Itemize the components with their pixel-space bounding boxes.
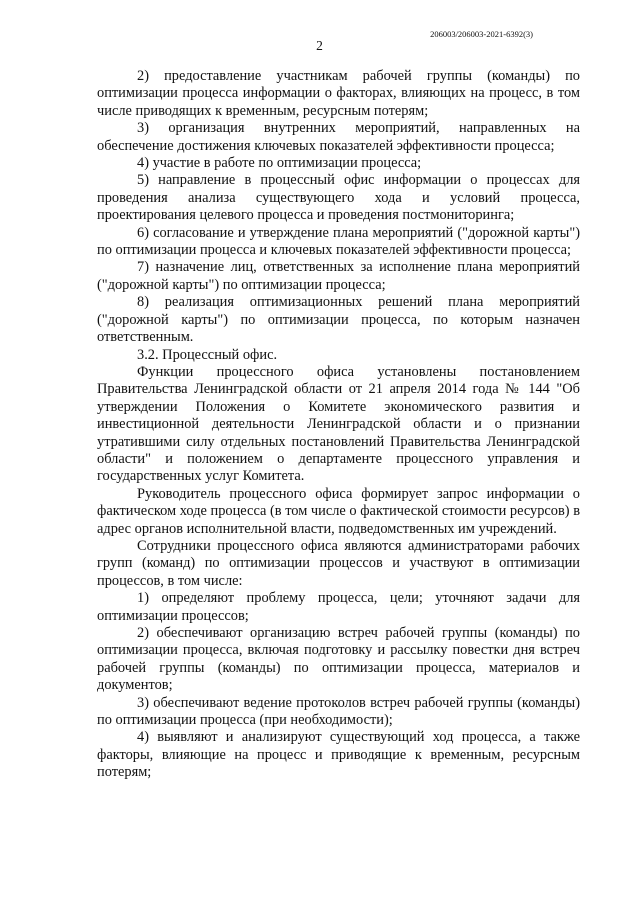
document-body xyxy=(97,68,580,782)
section-heading: 3.2. Процессный офис. xyxy=(137,346,278,363)
list-item: 7) назначение лиц, ответственных за исполнение плана мероприятий ("дорожной карты") по оптимизации процесса; xyxy=(97,259,580,293)
list-item: 3) организация внутренних мероприятий, направленных на обеспечение достижения ключевых показателей эффективности процесса; xyxy=(97,120,580,154)
list-item: 4) участие в работе по оптимизации процесса; xyxy=(137,155,422,172)
paragraph: Функции процессного офиса установлены постановлением Правительства Ленинградской области от 21 апреля 2014 года № 144 "Об утверждении Положения о Комитете экономического развития и инвестиционной деятельности Ленинградской области и о признании утратившими силу отдельных постановлений Правительства Ленинградской области" и положением о департаменте процессного управления и государственных услуг Комитета. xyxy=(97,363,580,485)
document-id: 206003/206003-2021-6392(3) xyxy=(430,29,533,39)
list-item: 6) согласование и утверждение плана мероприятий ("дорожной карты") по оптимизации процесса и ключевых показателей эффективности процесса; xyxy=(97,224,580,259)
paragraph: Сотрудники процессного офиса являются администраторами рабочих групп (команд) по оптимизации процессов и участвуют в оптимизации процессов, в том числе: xyxy=(97,537,580,589)
list-item: 2) предоставление участникам рабочей группы (команды) по оптимизации процесса информации о факторах, влияющих на процесс, в том числе приводящих к временным, ресурсным потерям; xyxy=(97,68,580,119)
list-item: 5) направление в процессный офис информации о процессах для проведения анализа существующего хода и условий процесса, проектирования целевого процесса и проведения постмониторинга; xyxy=(97,172,580,224)
list-item: 4) выявляют и анализируют существующий ход процесса, а также факторы, влияющие на процесс и приводящие к временным, ресурсным потерям; xyxy=(97,729,580,781)
list-item: 3) обеспечивают ведение протоколов встреч рабочей группы (команды) по оптимизации процесса (при необходимости); xyxy=(97,694,580,729)
paragraph: Руководитель процессного офиса формирует запрос информации о фактическом ходе процесса (в том числе о фактической стоимости ресурсов) в адрес органов исполнительной власти, подведомственных им учреждений. xyxy=(97,485,580,537)
list-item: 8) реализация оптимизационных решений плана мероприятий ("дорожной карты") по оптимизации процесса, по которым назначен ответственным. xyxy=(97,294,580,346)
page-number: 2 xyxy=(316,38,323,53)
list-item: 2) обеспечивают организацию встреч рабочей группы (команды) по оптимизации процесса, включая подготовку и рассылку повестки дня встреч рабочей группы (команды) по оптимизации процесса, материалов и документов; xyxy=(97,625,580,694)
list-item: 1) определяют проблему процесса, цели; уточняют задачи для оптимизации процессов; xyxy=(97,590,580,624)
